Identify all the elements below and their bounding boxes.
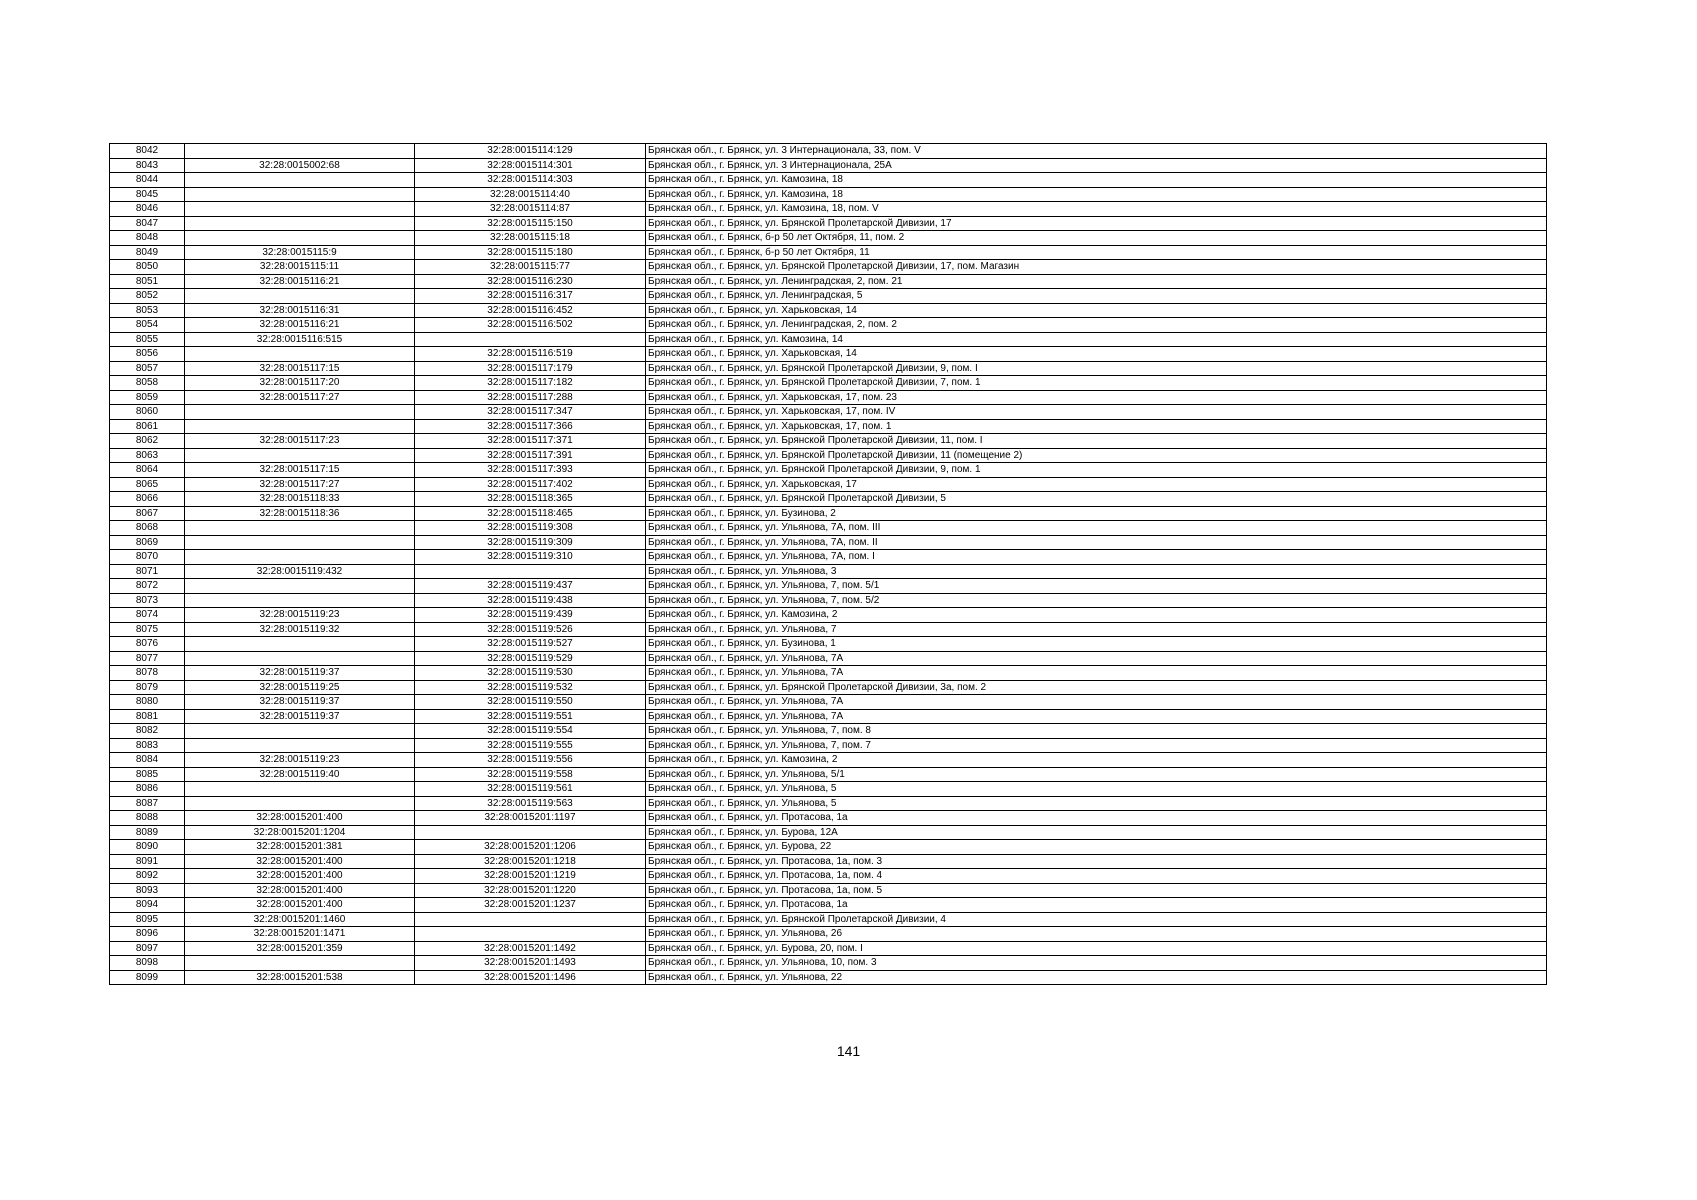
address-cell: Брянская обл., г. Брянск, ул. 3 Интернационала, 25А	[646, 158, 1547, 173]
table-row	[110, 811, 1547, 826]
table-row	[110, 521, 1547, 536]
row-number-cell: 8086	[110, 782, 185, 797]
object-cadastral-number-cell: 32:28:0015117:179	[415, 361, 646, 376]
address-cell: Брянская обл., г. Брянск, ул. Харьковская, 17, пом. 23	[646, 390, 1547, 405]
object-cadastral-number-cell: 32:28:0015114:303	[415, 173, 646, 188]
parcel-cadastral-number-cell	[185, 724, 415, 739]
address-cell: Брянская обл., г. Брянск, ул. Брянской Пролетарской Дивизии, 9, пом. 1	[646, 463, 1547, 478]
address-cell: Брянская обл., г. Брянск, ул. Брянской Пролетарской Дивизии, 17, пом. Магазин	[646, 260, 1547, 275]
parcel-cadastral-number-cell: 32:28:0015116:515	[185, 332, 415, 347]
table-row	[110, 941, 1547, 956]
object-cadastral-number-cell	[415, 927, 646, 942]
address-cell: Брянская обл., г. Брянск, ул. Ульянова, 7, пом. 8	[646, 724, 1547, 739]
parcel-cadastral-number-cell: 32:28:0015201:538	[185, 970, 415, 985]
parcel-cadastral-number-cell	[185, 738, 415, 753]
row-number-cell: 8054	[110, 318, 185, 333]
object-cadastral-number-cell: 32:28:0015117:371	[415, 434, 646, 449]
address-cell: Брянская обл., г. Брянск, ул. Брянской Пролетарской Дивизии, 4	[646, 912, 1547, 927]
parcel-cadastral-number-cell	[185, 593, 415, 608]
object-cadastral-number-cell: 32:28:0015119:555	[415, 738, 646, 753]
table-row	[110, 898, 1547, 913]
parcel-cadastral-number-cell: 32:28:0015201:400	[185, 883, 415, 898]
address-cell: Брянская обл., г. Брянск, ул. Брянской Пролетарской Дивизии, 9, пом. I	[646, 361, 1547, 376]
table-row	[110, 622, 1547, 637]
parcel-cadastral-number-cell: 32:28:0015201:400	[185, 898, 415, 913]
parcel-cadastral-number-cell: 32:28:0015117:15	[185, 361, 415, 376]
address-cell: Брянская обл., г. Брянск, ул. Брянской Пролетарской Дивизии, 11 (помещение 2)	[646, 448, 1547, 463]
table-row	[110, 245, 1547, 260]
row-number-cell: 8083	[110, 738, 185, 753]
address-cell: Брянская обл., г. Брянск, ул. Камозина, 2	[646, 753, 1547, 768]
parcel-cadastral-number-cell	[185, 796, 415, 811]
parcel-cadastral-number-cell: 32:28:0015115:11	[185, 260, 415, 275]
object-cadastral-number-cell: 32:28:0015119:439	[415, 608, 646, 623]
table-row	[110, 680, 1547, 695]
table-row	[110, 289, 1547, 304]
object-cadastral-number-cell: 32:28:0015201:1492	[415, 941, 646, 956]
object-cadastral-number-cell: 32:28:0015119:551	[415, 709, 646, 724]
row-number-cell: 8060	[110, 405, 185, 420]
row-number-cell: 8085	[110, 767, 185, 782]
table-row	[110, 666, 1547, 681]
parcel-cadastral-number-cell: 32:28:0015119:432	[185, 564, 415, 579]
object-cadastral-number-cell: 32:28:0015116:317	[415, 289, 646, 304]
object-cadastral-number-cell: 32:28:0015117:288	[415, 390, 646, 405]
row-number-cell: 8064	[110, 463, 185, 478]
address-cell: Брянская обл., г. Брянск, ул. Ульянова, 7А, пом. I	[646, 550, 1547, 565]
object-cadastral-number-cell: 32:28:0015201:1206	[415, 840, 646, 855]
object-cadastral-number-cell: 32:28:0015201:1496	[415, 970, 646, 985]
row-number-cell: 8098	[110, 956, 185, 971]
object-cadastral-number-cell: 32:28:0015114:40	[415, 187, 646, 202]
parcel-cadastral-number-cell	[185, 956, 415, 971]
table-row	[110, 332, 1547, 347]
address-cell: Брянская обл., г. Брянск, ул. Ульянова, 7А	[646, 695, 1547, 710]
parcel-cadastral-number-cell	[185, 173, 415, 188]
row-number-cell: 8090	[110, 840, 185, 855]
table-row	[110, 782, 1547, 797]
table-row	[110, 361, 1547, 376]
row-number-cell: 8089	[110, 825, 185, 840]
parcel-cadastral-number-cell: 32:28:0015116:31	[185, 303, 415, 318]
address-cell: Брянская обл., г. Брянск, ул. Харьковская, 17	[646, 477, 1547, 492]
object-cadastral-number-cell: 32:28:0015119:526	[415, 622, 646, 637]
parcel-cadastral-number-cell: 32:28:0015116:21	[185, 274, 415, 289]
row-number-cell: 8066	[110, 492, 185, 507]
parcel-cadastral-number-cell	[185, 231, 415, 246]
object-cadastral-number-cell: 32:28:0015119:530	[415, 666, 646, 681]
object-cadastral-number-cell: 32:28:0015116:230	[415, 274, 646, 289]
page-number: 141	[836, 1043, 861, 1059]
object-cadastral-number-cell: 32:28:0015119:529	[415, 651, 646, 666]
table-row	[110, 825, 1547, 840]
parcel-cadastral-number-cell	[185, 550, 415, 565]
object-cadastral-number-cell: 32:28:0015117:393	[415, 463, 646, 478]
object-cadastral-number-cell: 32:28:0015201:1220	[415, 883, 646, 898]
table-row	[110, 927, 1547, 942]
row-number-cell: 8049	[110, 245, 185, 260]
table-row	[110, 709, 1547, 724]
row-number-cell: 8074	[110, 608, 185, 623]
object-cadastral-number-cell: 32:28:0015116:452	[415, 303, 646, 318]
table-row	[110, 854, 1547, 869]
row-number-cell: 8056	[110, 347, 185, 362]
table-row	[110, 637, 1547, 652]
object-cadastral-number-cell: 32:28:0015119:310	[415, 550, 646, 565]
table-row	[110, 593, 1547, 608]
row-number-cell: 8068	[110, 521, 185, 536]
table-row	[110, 419, 1547, 434]
address-cell: Брянская обл., г. Брянск, ул. Бурова, 20, пом. I	[646, 941, 1547, 956]
address-cell: Брянская обл., г. Брянск, ул. Ульянова, 5	[646, 782, 1547, 797]
table-row	[110, 202, 1547, 217]
table-row	[110, 390, 1547, 405]
object-cadastral-number-cell: 32:28:0015201:1493	[415, 956, 646, 971]
object-cadastral-number-cell: 32:28:0015117:391	[415, 448, 646, 463]
table-row	[110, 158, 1547, 173]
table-row	[110, 564, 1547, 579]
row-number-cell: 8073	[110, 593, 185, 608]
row-number-cell: 8092	[110, 869, 185, 884]
address-cell: Брянская обл., г. Брянск, ул. Камозина, 18	[646, 187, 1547, 202]
object-cadastral-number-cell: 32:28:0015201:1218	[415, 854, 646, 869]
table-row	[110, 173, 1547, 188]
object-cadastral-number-cell	[415, 564, 646, 579]
table-body	[110, 144, 1547, 985]
parcel-cadastral-number-cell: 32:28:0015201:400	[185, 811, 415, 826]
table-row	[110, 724, 1547, 739]
parcel-cadastral-number-cell: 32:28:0015201:400	[185, 854, 415, 869]
table-row	[110, 477, 1547, 492]
row-number-cell: 8082	[110, 724, 185, 739]
address-cell: Брянская обл., г. Брянск, ул. Протасова, 1а, пом. 4	[646, 869, 1547, 884]
row-number-cell: 8087	[110, 796, 185, 811]
table-row	[110, 303, 1547, 318]
table-row	[110, 216, 1547, 231]
parcel-cadastral-number-cell: 32:28:0015117:27	[185, 477, 415, 492]
address-cell: Брянская обл., г. Брянск, ул. Брянской Пролетарской Дивизии, 11, пом. I	[646, 434, 1547, 449]
parcel-cadastral-number-cell: 32:28:0015119:37	[185, 666, 415, 681]
parcel-cadastral-number-cell	[185, 187, 415, 202]
parcel-cadastral-number-cell	[185, 419, 415, 434]
parcel-cadastral-number-cell	[185, 637, 415, 652]
row-number-cell: 8076	[110, 637, 185, 652]
object-cadastral-number-cell: 32:28:0015117:182	[415, 376, 646, 391]
address-cell: Брянская обл., г. Брянск, ул. Бурова, 12А	[646, 825, 1547, 840]
parcel-cadastral-number-cell	[185, 448, 415, 463]
object-cadastral-number-cell: 32:28:0015117:347	[415, 405, 646, 420]
address-cell: Брянская обл., г. Брянск, б-р 50 лет Октября, 11, пом. 2	[646, 231, 1547, 246]
object-cadastral-number-cell: 32:28:0015115:150	[415, 216, 646, 231]
object-cadastral-number-cell	[415, 825, 646, 840]
object-cadastral-number-cell: 32:28:0015117:402	[415, 477, 646, 492]
address-cell: Брянская обл., г. Брянск, ул. Харьковская, 14	[646, 347, 1547, 362]
address-cell: Брянская обл., г. Брянск, ул. Протасова, 1а, пом. 5	[646, 883, 1547, 898]
row-number-cell: 8059	[110, 390, 185, 405]
row-number-cell: 8052	[110, 289, 185, 304]
row-number-cell: 8081	[110, 709, 185, 724]
parcel-cadastral-number-cell: 32:28:0015201:1471	[185, 927, 415, 942]
address-cell: Брянская обл., г. Брянск, ул. 3 Интернационала, 33, пом. V	[646, 144, 1547, 159]
address-cell: Брянская обл., г. Брянск, ул. Ульянова, 7А	[646, 651, 1547, 666]
address-cell: Брянская обл., г. Брянск, ул. Протасова, 1а	[646, 811, 1547, 826]
parcel-cadastral-number-cell: 32:28:0015201:400	[185, 869, 415, 884]
parcel-cadastral-number-cell: 32:28:0015201:1460	[185, 912, 415, 927]
parcel-cadastral-number-cell	[185, 347, 415, 362]
row-number-cell: 8099	[110, 970, 185, 985]
row-number-cell: 8070	[110, 550, 185, 565]
table-row	[110, 448, 1547, 463]
table-row	[110, 506, 1547, 521]
table-row	[110, 144, 1547, 159]
parcel-cadastral-number-cell	[185, 782, 415, 797]
parcel-cadastral-number-cell: 32:28:0015119:37	[185, 695, 415, 710]
object-cadastral-number-cell: 32:28:0015114:87	[415, 202, 646, 217]
row-number-cell: 8094	[110, 898, 185, 913]
table-row	[110, 463, 1547, 478]
row-number-cell: 8093	[110, 883, 185, 898]
cadastral-table	[109, 143, 1547, 985]
address-cell: Брянская обл., г. Брянск, ул. Ульянова, 7, пом. 5/2	[646, 593, 1547, 608]
parcel-cadastral-number-cell: 32:28:0015002:68	[185, 158, 415, 173]
row-number-cell: 8097	[110, 941, 185, 956]
object-cadastral-number-cell: 32:28:0015115:77	[415, 260, 646, 275]
row-number-cell: 8078	[110, 666, 185, 681]
parcel-cadastral-number-cell	[185, 202, 415, 217]
row-number-cell: 8048	[110, 231, 185, 246]
object-cadastral-number-cell: 32:28:0015119:563	[415, 796, 646, 811]
address-cell: Брянская обл., г. Брянск, ул. Камозина, 2	[646, 608, 1547, 623]
address-cell: Брянская обл., г. Брянск, ул. Бузинова, 2	[646, 506, 1547, 521]
table-row	[110, 376, 1547, 391]
table-row	[110, 883, 1547, 898]
object-cadastral-number-cell: 32:28:0015119:550	[415, 695, 646, 710]
row-number-cell: 8080	[110, 695, 185, 710]
parcel-cadastral-number-cell: 32:28:0015115:9	[185, 245, 415, 260]
address-cell: Брянская обл., г. Брянск, ул. Харьковская, 17, пом. 1	[646, 419, 1547, 434]
object-cadastral-number-cell: 32:28:0015116:502	[415, 318, 646, 333]
object-cadastral-number-cell: 32:28:0015118:365	[415, 492, 646, 507]
table-row	[110, 767, 1547, 782]
address-cell: Брянская обл., г. Брянск, ул. Камозина, 18, пом. V	[646, 202, 1547, 217]
address-cell: Брянская обл., г. Брянск, ул. Ульянова, 22	[646, 970, 1547, 985]
object-cadastral-number-cell: 32:28:0015119:309	[415, 535, 646, 550]
address-cell: Брянская обл., г. Брянск, ул. Брянской Пролетарской Дивизии, 3а, пом. 2	[646, 680, 1547, 695]
object-cadastral-number-cell: 32:28:0015201:1197	[415, 811, 646, 826]
object-cadastral-number-cell: 32:28:0015119:532	[415, 680, 646, 695]
object-cadastral-number-cell: 32:28:0015116:519	[415, 347, 646, 362]
row-number-cell: 8065	[110, 477, 185, 492]
table-row	[110, 550, 1547, 565]
row-number-cell: 8046	[110, 202, 185, 217]
table-row	[110, 535, 1547, 550]
table-row	[110, 274, 1547, 289]
parcel-cadastral-number-cell	[185, 651, 415, 666]
object-cadastral-number-cell: 32:28:0015119:561	[415, 782, 646, 797]
table-row	[110, 869, 1547, 884]
row-number-cell: 8053	[110, 303, 185, 318]
object-cadastral-number-cell: 32:28:0015119:438	[415, 593, 646, 608]
parcel-cadastral-number-cell	[185, 521, 415, 536]
parcel-cadastral-number-cell: 32:28:0015119:37	[185, 709, 415, 724]
table-row	[110, 796, 1547, 811]
parcel-cadastral-number-cell: 32:28:0015119:23	[185, 608, 415, 623]
parcel-cadastral-number-cell: 32:28:0015118:33	[185, 492, 415, 507]
row-number-cell: 8067	[110, 506, 185, 521]
table-row	[110, 347, 1547, 362]
address-cell: Брянская обл., г. Брянск, ул. Ульянова, 7А	[646, 709, 1547, 724]
address-cell: Брянская обл., г. Брянск, ул. Камозина, 14	[646, 332, 1547, 347]
row-number-cell: 8069	[110, 535, 185, 550]
parcel-cadastral-number-cell	[185, 535, 415, 550]
row-number-cell: 8077	[110, 651, 185, 666]
parcel-cadastral-number-cell: 32:28:0015117:27	[185, 390, 415, 405]
table-row	[110, 695, 1547, 710]
row-number-cell: 8062	[110, 434, 185, 449]
address-cell: Брянская обл., г. Брянск, ул. Ульянова, 3	[646, 564, 1547, 579]
table-row	[110, 912, 1547, 927]
address-cell: Брянская обл., г. Брянск, ул. Камозина, 18	[646, 173, 1547, 188]
object-cadastral-number-cell: 32:28:0015119:558	[415, 767, 646, 782]
row-number-cell: 8043	[110, 158, 185, 173]
parcel-cadastral-number-cell: 32:28:0015117:15	[185, 463, 415, 478]
address-cell: Брянская обл., г. Брянск, ул. Ульянова, 26	[646, 927, 1547, 942]
parcel-cadastral-number-cell: 32:28:0015119:40	[185, 767, 415, 782]
object-cadastral-number-cell: 32:28:0015201:1237	[415, 898, 646, 913]
address-cell: Брянская обл., г. Брянск, ул. Ленинградская, 5	[646, 289, 1547, 304]
address-cell: Брянская обл., г. Брянск, ул. Ульянова, 5	[646, 796, 1547, 811]
address-cell: Брянская обл., г. Брянск, ул. Ульянова, 10, пом. 3	[646, 956, 1547, 971]
row-number-cell: 8044	[110, 173, 185, 188]
row-number-cell: 8047	[110, 216, 185, 231]
address-cell: Брянская обл., г. Брянск, ул. Ульянова, 7, пом. 5/1	[646, 579, 1547, 594]
table-row	[110, 318, 1547, 333]
row-number-cell: 8045	[110, 187, 185, 202]
table-row	[110, 840, 1547, 855]
object-cadastral-number-cell: 32:28:0015114:129	[415, 144, 646, 159]
parcel-cadastral-number-cell: 32:28:0015116:21	[185, 318, 415, 333]
table-row	[110, 260, 1547, 275]
address-cell: Брянская обл., г. Брянск, ул. Ленинградская, 2, пом. 2	[646, 318, 1547, 333]
table-row	[110, 608, 1547, 623]
object-cadastral-number-cell: 32:28:0015119:554	[415, 724, 646, 739]
row-number-cell: 8061	[110, 419, 185, 434]
address-cell: Брянская обл., г. Брянск, ул. Брянской Пролетарской Дивизии, 5	[646, 492, 1547, 507]
object-cadastral-number-cell: 32:28:0015201:1219	[415, 869, 646, 884]
row-number-cell: 8072	[110, 579, 185, 594]
row-number-cell: 8051	[110, 274, 185, 289]
parcel-cadastral-number-cell: 32:28:0015117:20	[185, 376, 415, 391]
row-number-cell: 8095	[110, 912, 185, 927]
table-row	[110, 738, 1547, 753]
row-number-cell: 8075	[110, 622, 185, 637]
object-cadastral-number-cell: 32:28:0015119:437	[415, 579, 646, 594]
object-cadastral-number-cell: 32:28:0015118:465	[415, 506, 646, 521]
address-cell: Брянская обл., г. Брянск, ул. Харьковская, 17, пом. IV	[646, 405, 1547, 420]
address-cell: Брянская обл., г. Брянск, ул. Протасова, 1а	[646, 898, 1547, 913]
parcel-cadastral-number-cell	[185, 405, 415, 420]
address-cell: Брянская обл., г. Брянск, ул. Протасова, 1а, пом. 3	[646, 854, 1547, 869]
table-row	[110, 970, 1547, 985]
address-cell: Брянская обл., г. Брянск, ул. Бурова, 22	[646, 840, 1547, 855]
table-row	[110, 651, 1547, 666]
row-number-cell: 8050	[110, 260, 185, 275]
table-row	[110, 956, 1547, 971]
row-number-cell: 8084	[110, 753, 185, 768]
parcel-cadastral-number-cell: 32:28:0015201:1204	[185, 825, 415, 840]
parcel-cadastral-number-cell: 32:28:0015119:32	[185, 622, 415, 637]
object-cadastral-number-cell: 32:28:0015119:556	[415, 753, 646, 768]
address-cell: Брянская обл., г. Брянск, ул. Ульянова, 5/1	[646, 767, 1547, 782]
address-cell: Брянская обл., г. Брянск, ул. Бузинова, 1	[646, 637, 1547, 652]
row-number-cell: 8058	[110, 376, 185, 391]
object-cadastral-number-cell: 32:28:0015115:18	[415, 231, 646, 246]
parcel-cadastral-number-cell: 32:28:0015119:23	[185, 753, 415, 768]
address-cell: Брянская обл., г. Брянск, ул. Ленинградская, 2, пом. 21	[646, 274, 1547, 289]
address-cell: Брянская обл., г. Брянск, ул. Брянской Пролетарской Дивизии, 7, пом. 1	[646, 376, 1547, 391]
table-row	[110, 187, 1547, 202]
parcel-cadastral-number-cell: 32:28:0015117:23	[185, 434, 415, 449]
parcel-cadastral-number-cell	[185, 579, 415, 594]
address-cell: Брянская обл., г. Брянск, ул. Ульянова, 7А, пом. II	[646, 535, 1547, 550]
table-row	[110, 753, 1547, 768]
address-cell: Брянская обл., г. Брянск, б-р 50 лет Октября, 11	[646, 245, 1547, 260]
address-cell: Брянская обл., г. Брянск, ул. Ульянова, 7, пом. 7	[646, 738, 1547, 753]
address-cell: Брянская обл., г. Брянск, ул. Харьковская, 14	[646, 303, 1547, 318]
object-cadastral-number-cell: 32:28:0015119:308	[415, 521, 646, 536]
parcel-cadastral-number-cell: 32:28:0015201:381	[185, 840, 415, 855]
row-number-cell: 8079	[110, 680, 185, 695]
object-cadastral-number-cell	[415, 912, 646, 927]
table-row	[110, 492, 1547, 507]
address-cell: Брянская обл., г. Брянск, ул. Ульянова, 7А, пом. III	[646, 521, 1547, 536]
parcel-cadastral-number-cell	[185, 144, 415, 159]
object-cadastral-number-cell: 32:28:0015117:366	[415, 419, 646, 434]
address-cell: Брянская обл., г. Брянск, ул. Ульянова, 7А	[646, 666, 1547, 681]
row-number-cell: 8057	[110, 361, 185, 376]
row-number-cell: 8063	[110, 448, 185, 463]
parcel-cadastral-number-cell: 32:28:0015119:25	[185, 680, 415, 695]
row-number-cell: 8042	[110, 144, 185, 159]
object-cadastral-number-cell: 32:28:0015119:527	[415, 637, 646, 652]
object-cadastral-number-cell: 32:28:0015115:180	[415, 245, 646, 260]
row-number-cell: 8096	[110, 927, 185, 942]
parcel-cadastral-number-cell	[185, 289, 415, 304]
table-row	[110, 405, 1547, 420]
row-number-cell: 8088	[110, 811, 185, 826]
parcel-cadastral-number-cell	[185, 216, 415, 231]
row-number-cell: 8091	[110, 854, 185, 869]
row-number-cell: 8071	[110, 564, 185, 579]
table-row	[110, 434, 1547, 449]
row-number-cell: 8055	[110, 332, 185, 347]
object-cadastral-number-cell	[415, 332, 646, 347]
address-cell: Брянская обл., г. Брянск, ул. Ульянова, 7	[646, 622, 1547, 637]
address-cell: Брянская обл., г. Брянск, ул. Брянской Пролетарской Дивизии, 17	[646, 216, 1547, 231]
object-cadastral-number-cell: 32:28:0015114:301	[415, 158, 646, 173]
table-row	[110, 231, 1547, 246]
table-row	[110, 579, 1547, 594]
parcel-cadastral-number-cell: 32:28:0015118:36	[185, 506, 415, 521]
parcel-cadastral-number-cell: 32:28:0015201:359	[185, 941, 415, 956]
